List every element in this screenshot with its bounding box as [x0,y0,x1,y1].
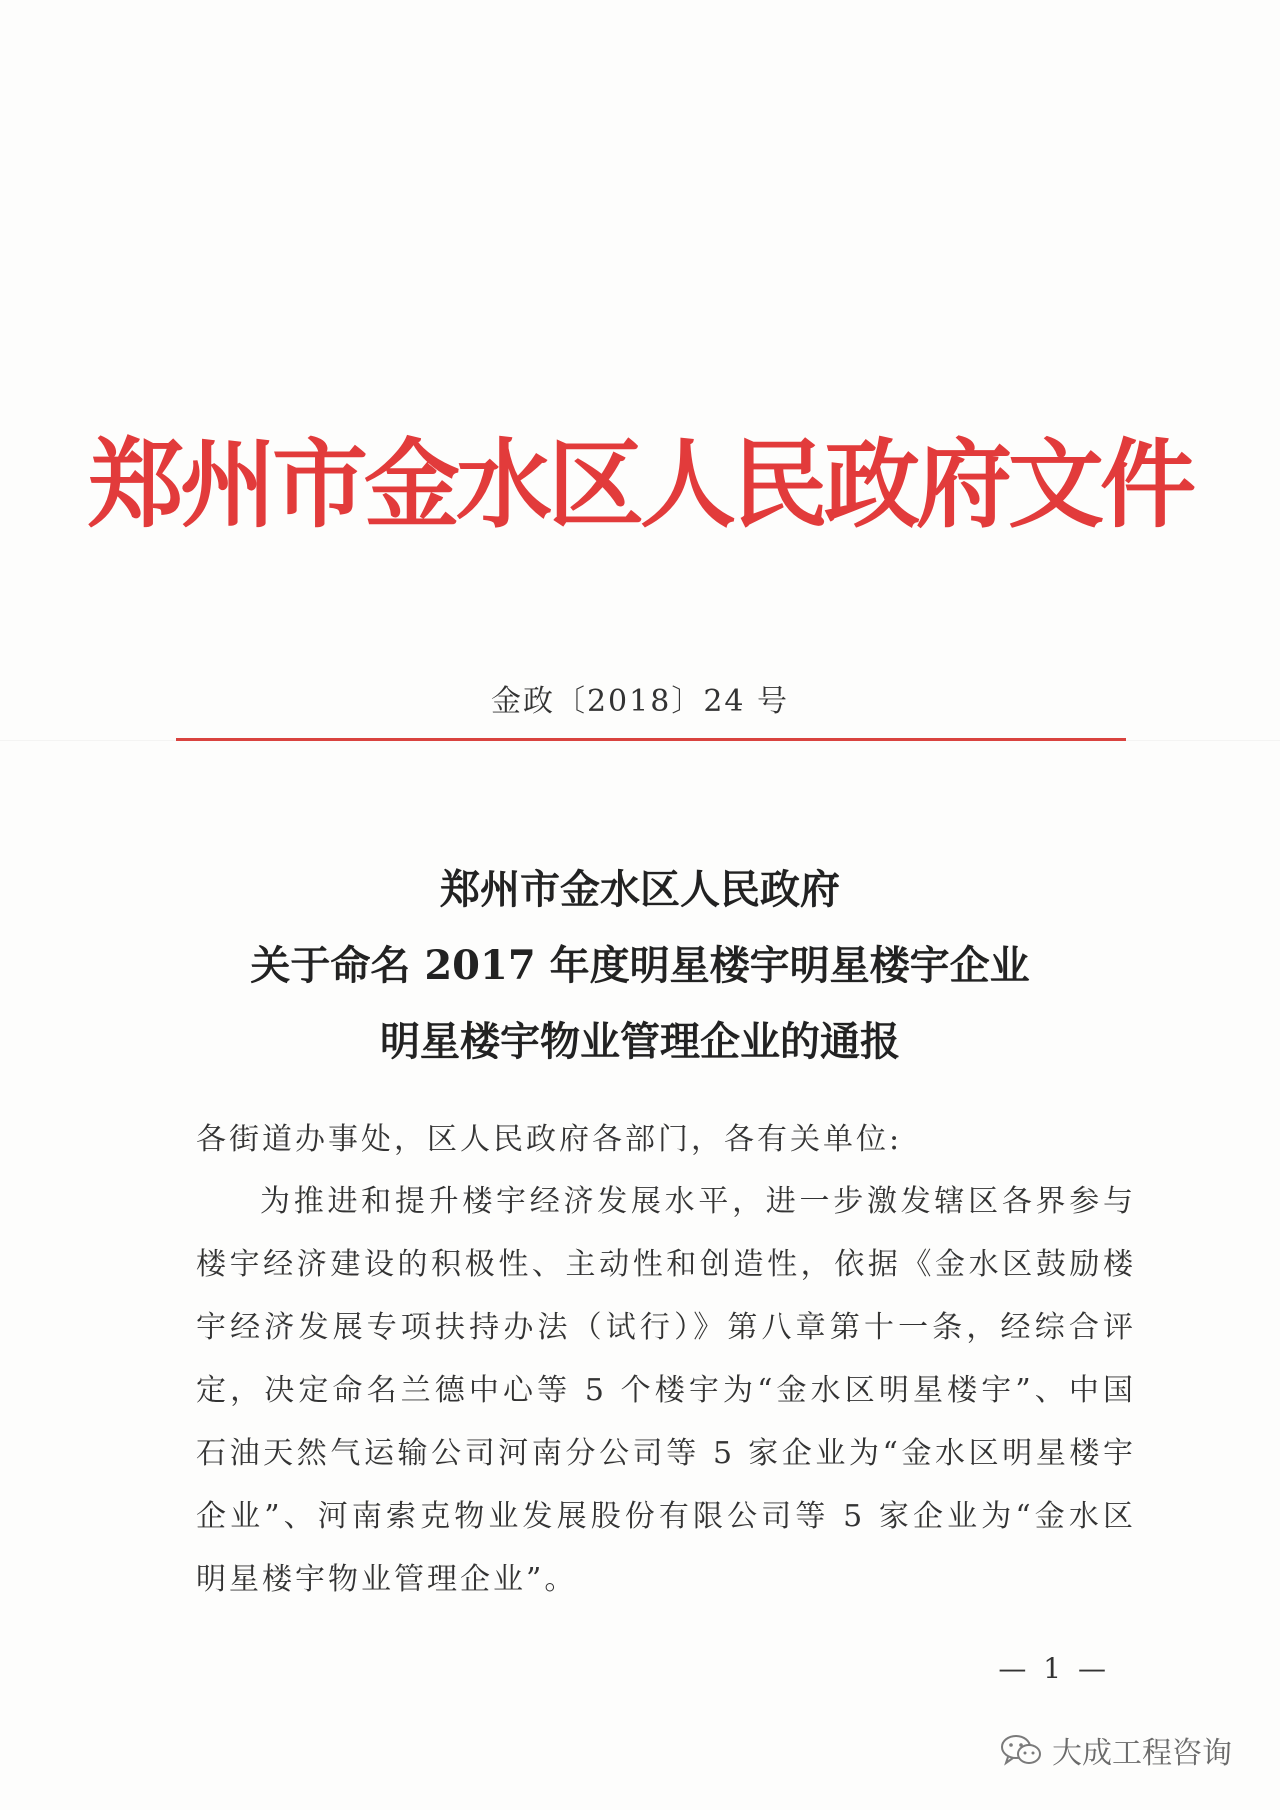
document-number: 金政〔2018〕24 号 [490,684,790,719]
title-line-1: 郑州市金水区人民政府 [440,866,840,913]
page-number: — 1 — [998,1652,1110,1685]
watermark [1000,1728,1232,1772]
salutation: 各街道办事处，区人民政府各部门，各有关单位: [196,1122,903,1157]
notice-title [0,852,1280,1080]
title-line-2: 关于命名 2017 年度明星楼宇明星楼宇企业 [250,942,1030,989]
issuer-header-title: 郑州市金水区人民政府文件 [88,428,1192,541]
red-divider-rule [176,738,1126,741]
wechat-icon [1000,1733,1042,1767]
body-paragraph: 为推进和提升楼宇经济发展水平，进一步激发辖区各界参与楼宇经济建设的积极性、主动性和创造性，依据《金水区鼓励楼宇经济发展专项扶持办法（试行）》第八章第十一条，经综合评定，决定命名兰德中心等 5 个楼宇为“金水区明星楼宇”、中国石油天然气运输公司河南分公司等 5 家企业为“金水区明星楼宇企业”、河南索克物业发展股份有限公司等 5 家企业为“金水区明星楼宇物业管理企业”。 [196,1184,1136,1597]
title-line-3: 明星楼宇物业管理企业的通报 [380,1018,900,1065]
watermark-text: 大成工程咨询 [1052,1736,1232,1771]
